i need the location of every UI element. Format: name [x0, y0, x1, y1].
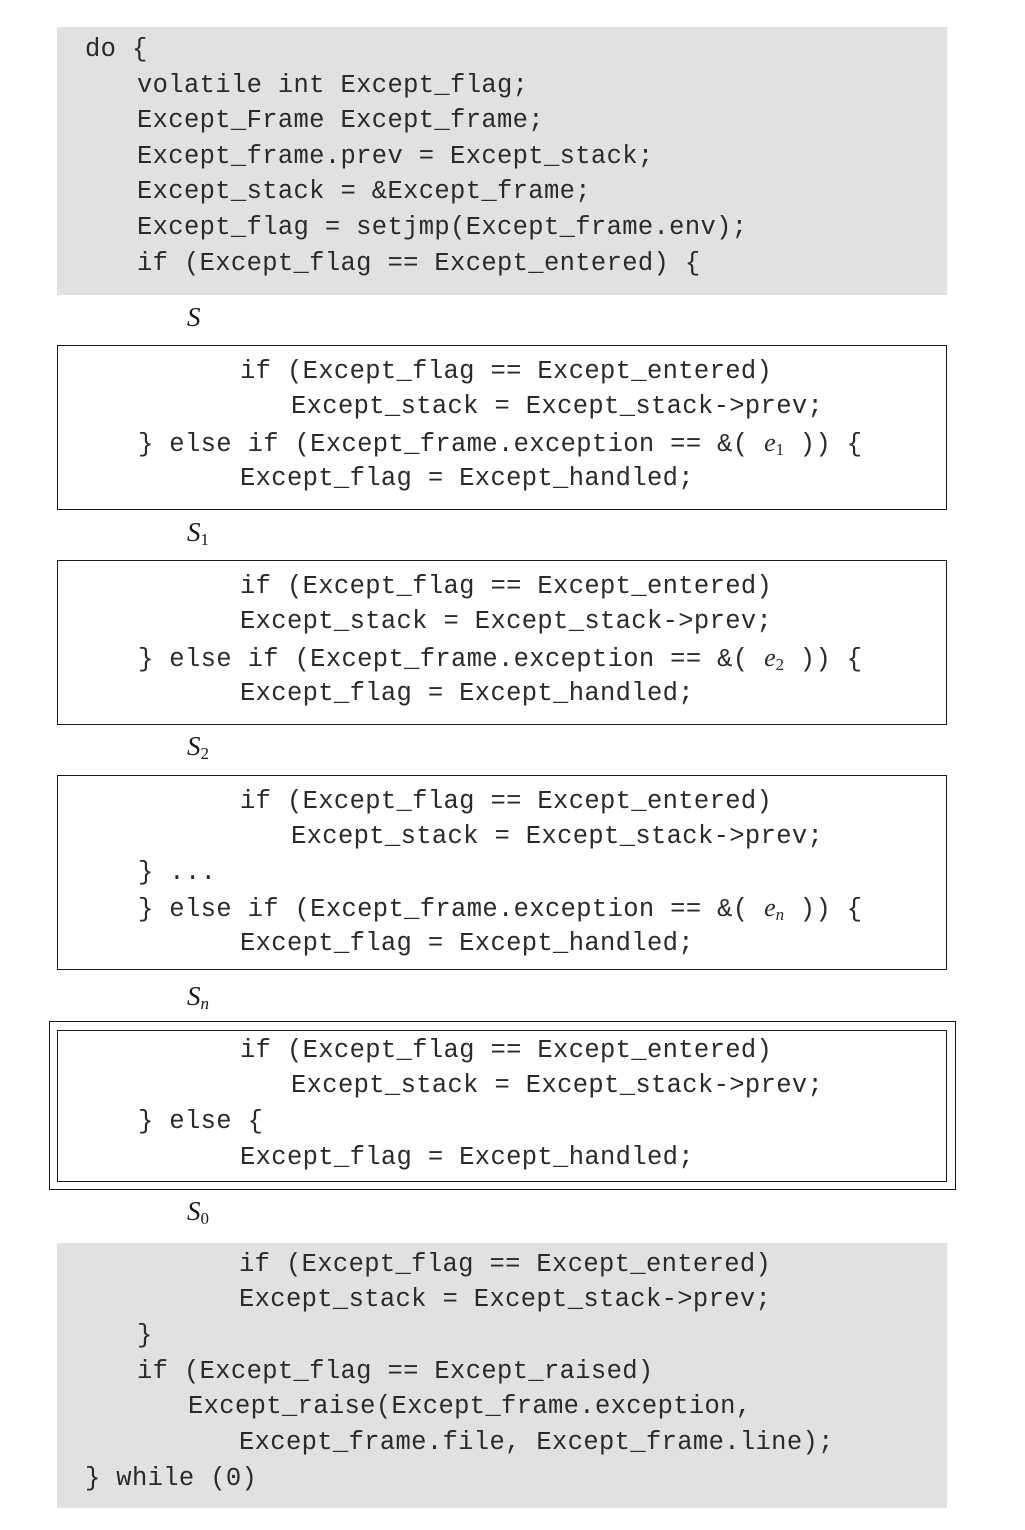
exception-variable: $e_1$: [764, 428, 785, 459]
code-header-block: [57, 27, 947, 295]
code-line: [138, 643, 862, 680]
code-text: )) {: [784, 430, 863, 459]
label-s0: $S_0$: [187, 1196, 209, 1228]
code-line: if (Except_flag == Except_entered): [240, 1036, 773, 1065]
code-line: Except_frame.file, Except_frame.line);: [239, 1428, 834, 1457]
label-s2: $S_2$: [187, 731, 209, 763]
code-line: Except_flag = setjmp(Except_frame.env);: [137, 213, 748, 242]
code-line: do {: [85, 35, 148, 64]
code-footer-block: [57, 1243, 947, 1508]
handler-block-e2: [57, 560, 947, 725]
code-text: } else if (Except_frame.exception == &(: [138, 430, 765, 459]
code-text: } else if (Except_frame.exception == &(: [138, 895, 765, 924]
code-line: Except_raise(Except_frame.exception,: [188, 1392, 752, 1421]
code-line: volatile int Except_flag;: [137, 71, 529, 100]
code-line: Except_stack = Except_stack->prev;: [291, 1071, 824, 1100]
code-line: Except_stack = Except_stack->prev;: [239, 1285, 772, 1314]
handler-block-en: [57, 775, 947, 970]
label-s: S: [187, 302, 201, 332]
code-line: if (Except_flag == Except_entered) {: [137, 249, 701, 278]
code-line: Except_frame.prev = Except_stack;: [137, 142, 654, 171]
handler-block-e1: [57, 345, 947, 510]
label-s1: $S_1$: [187, 517, 209, 549]
code-line: Except_flag = Except_handled;: [240, 1143, 694, 1172]
else-block: [57, 1030, 947, 1182]
code-line: } ...: [138, 858, 217, 887]
code-line: Except_stack = &Except_frame;: [137, 177, 591, 206]
code-text: )) {: [784, 895, 863, 924]
code-line: Except_flag = Except_handled;: [240, 679, 694, 708]
exception-variable: $e_n$: [764, 893, 785, 924]
code-line: Except_flag = Except_handled;: [240, 929, 694, 958]
code-line: } while (0): [85, 1464, 258, 1493]
code-line: Except_stack = Except_stack->prev;: [291, 392, 824, 421]
exception-variable: $e_2$: [764, 643, 785, 674]
code-line: Except_stack = Except_stack->prev;: [291, 822, 824, 851]
code-line: }: [137, 1321, 153, 1350]
code-line: Except_flag = Except_handled;: [240, 464, 694, 493]
code-line: Except_stack = Except_stack->prev;: [240, 607, 773, 636]
code-line: Except_Frame Except_frame;: [137, 106, 544, 135]
code-line: if (Except_flag == Except_entered): [240, 787, 773, 816]
code-line: if (Except_flag == Except_entered): [240, 357, 773, 386]
label-sn: $S_n$: [187, 981, 209, 1013]
code-line: if (Except_flag == Except_entered): [239, 1250, 772, 1279]
code-text: )) {: [784, 645, 863, 674]
code-line: [138, 893, 862, 930]
code-line: if (Except_flag == Except_raised): [137, 1357, 654, 1386]
code-line: } else {: [138, 1107, 264, 1136]
code-text: } else if (Except_frame.exception == &(: [138, 645, 765, 674]
code-line: [138, 428, 862, 465]
code-line: if (Except_flag == Except_entered): [240, 572, 773, 601]
